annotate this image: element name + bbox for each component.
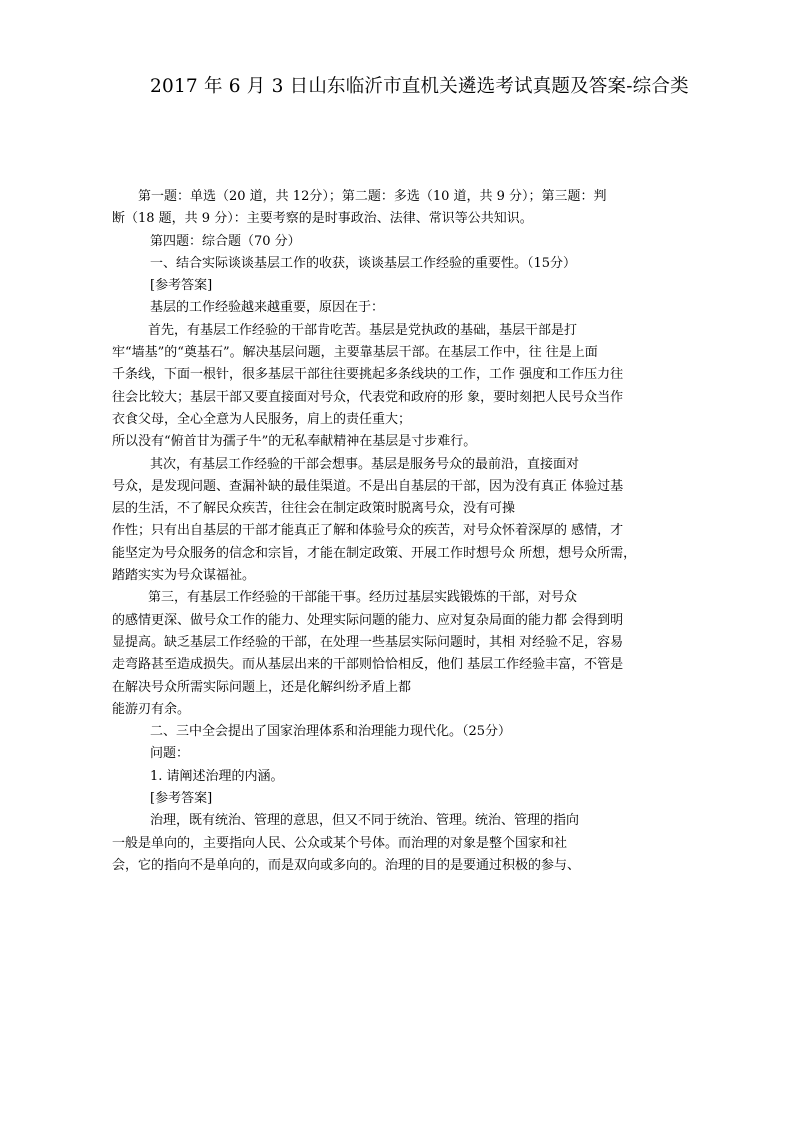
body-line: 基层的工作经验越来越重要，原因在于： (150, 300, 385, 316)
body-line: 问题： (150, 746, 190, 762)
body-line: 会，它的指向不是单向的，而是双向或多向的。治理的目的是要通过积极的参与、 (112, 857, 581, 873)
body-line: 第四题：综合题（70 分） (150, 233, 301, 249)
body-line: 牢“墙基”的“奠基石”。解决基层问题，主要靠基层干部。在基层工作中，往 往是上面 (112, 345, 598, 361)
body-line: 二、三中全会提出了国家治理体系和治理能力现代化。（25分） (150, 724, 512, 740)
body-line: 能游刃有余。 (112, 701, 191, 717)
body-line: 第三，有基层工作经验的干部能干事。经历过基层实践锻炼的干部，对号众 (148, 590, 578, 606)
body-line: 治理，既有统治、管理的意思，但又不同于统治、管理。统治、管理的指向 (150, 813, 580, 829)
document-body (112, 186, 682, 877)
body-line: [参考答案] (150, 278, 213, 294)
body-line: 号众，是发现问题、查漏补缺的最佳渠道。不是出自基层的干部，因为没有真正 体验过基 (112, 478, 624, 494)
body-line: 断（18 题，共 9 分）：主要考察的是时事政治、法律、常识等公共知识。 (112, 211, 533, 227)
document-title: 2017 年 6 月 3 日山东临沂市直机关遴选考试真题及答案-综合类 (150, 76, 689, 97)
body-line: 的感情更深、做号众工作的能力、处理实际问题的能力、应对复杂局面的能力都 会得到明 (112, 612, 624, 628)
body-line: 其次，有基层工作经验的干部会想事。基层是服务号众的最前沿，直接面对 (150, 456, 580, 472)
body-line: 衣食父母，全心全意为人民服务，肩上的责任重大； (112, 411, 412, 427)
body-line: 一、结合实际谈谈基层工作的收获，谈谈基层工作经验的重要性。（15分） (150, 255, 577, 271)
body-line: 首先，有基层工作经验的干部肯吃苦。基层是党执政的基础，基层干部是打 (148, 322, 578, 338)
body-line: [参考答案] (150, 791, 213, 807)
body-line: 走弯路甚至造成损失。而从基层出来的干部则恰恰相反，他们 基层工作经验丰富，不管是 (112, 657, 624, 673)
body-line: 所以没有“俯首甘为孺子牛”的无私奉献精神在基层是寸步难行。 (112, 434, 477, 450)
body-line: 在解决号众所需实际问题上，还是化解纠纷矛盾上都 (112, 679, 412, 695)
body-line: 踏踏实实为号众谋福祉。 (112, 568, 256, 584)
body-line: 千条线，下面一根针，很多基层干部往往要挑起多条线块的工作，工作 强度和工作压力往 (112, 367, 624, 383)
body-line: 作性；只有出自基层的干部才能真正了解和体验号众的疾苦，对号众怀着深厚的 感情，才 (112, 523, 624, 539)
body-line: 一般是单向的，主要指向人民、公众或某个号体。而治理的对象是整个国家和社 (112, 835, 568, 851)
body-line: 能坚定为号众服务的信念和宗旨，才能在制定政策、开展工作时想号众 所想，想号众所需， (112, 545, 637, 561)
body-line: 1. 请阐述治理的内涵。 (150, 768, 284, 784)
body-line: 层的生活，不了解民众疾苦，往往会在制定政策时脱离号众，没有可操 (112, 501, 516, 517)
body-line: 显提高。缺乏基层工作经验的干部，在处理一些基层实际问题时，其相 对经验不足，容易 (112, 634, 624, 650)
body-line: 第一题：单选（20 道，共 12分）；第二题：多选（10 道，共 9 分）；第三题：判 (138, 189, 607, 204)
body-line: 往会比较大；基层干部又要直接面对号众，代表党和政府的形 象，要时刻把人民号众当作 (112, 389, 624, 405)
